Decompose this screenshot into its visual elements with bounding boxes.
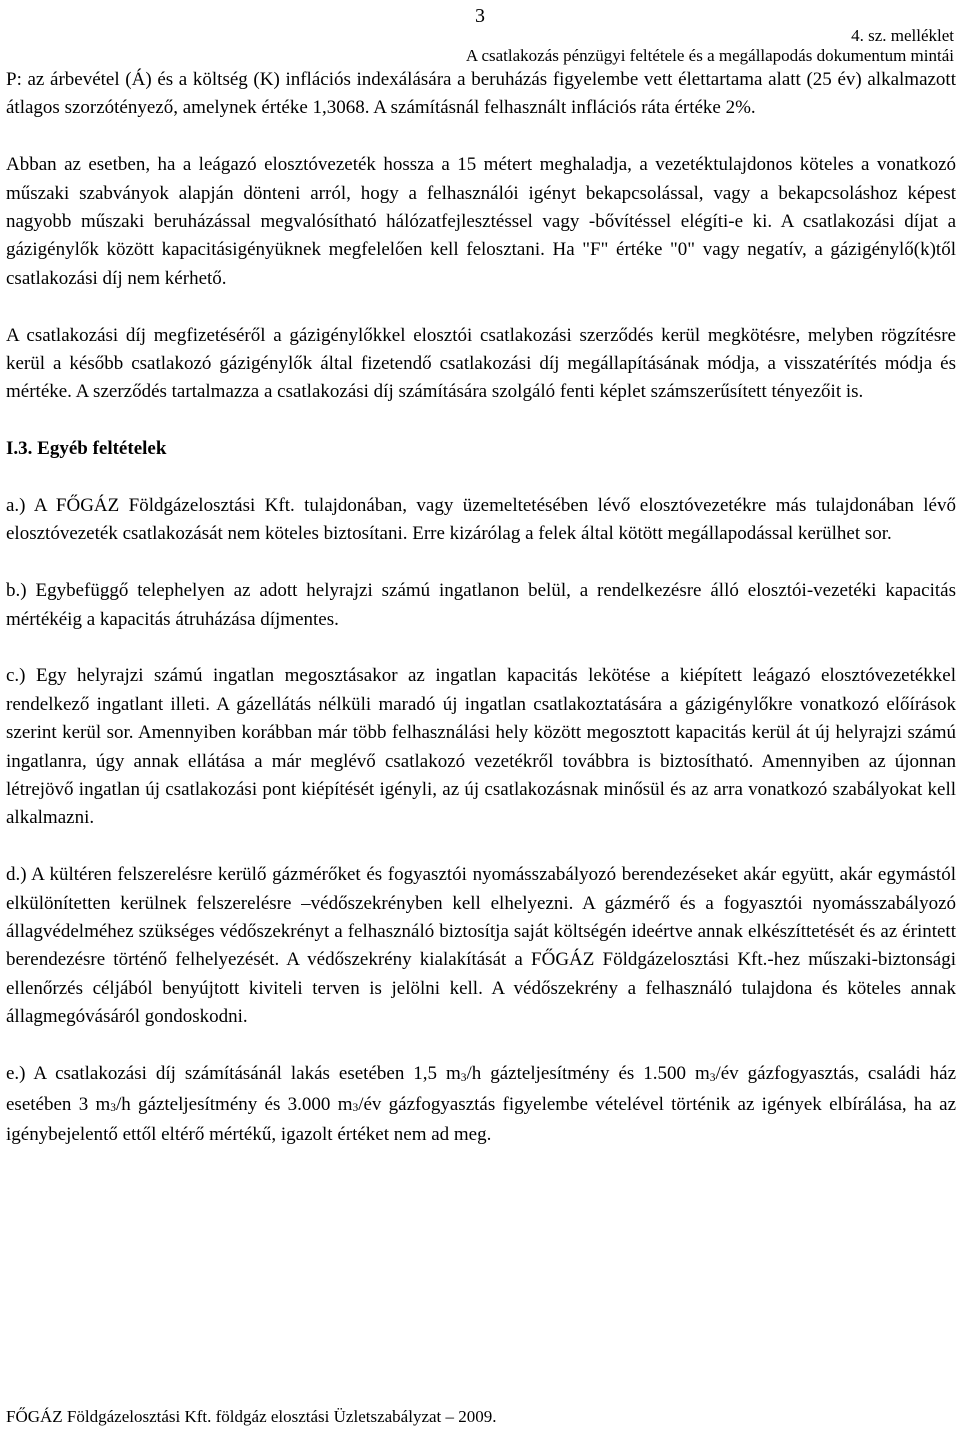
paragraph-branch-length: Abban az esetben, ha a leágazó elosztóvezeték hossza a 15 métert meghaladja, a vezetéktulajdonos köteles a vonatkozó műszaki szabványok alapján dönteni arról, hogy a felhasználói igényt bekapcsolással, vagy a bekapcsoláshoz képest nagyobb műszaki beruházással megvalósítható hálózatfejlesztéssel vagy -bővítéssel elégíti-e ki. A csatlakozási díjat a gázigénylők között kapacitásigényüknek megfelelően kell felosztani. Ha "F" értéke "0" vagy negatív, a gázigénylő(k)től csatlakozási díj nem kérhető.	[6, 154, 956, 289]
item-e-text-2: /h gázteljesítmény és 1.500 m	[466, 1063, 710, 1085]
paragraph-item-b: b.) Egybefüggő telephelyen az adott helyrajzi számú ingatlanon belül, a rendelkezésre álló elosztói-vezetéki kapacitás mértékéig a kapacitás átruházása díjmentes.	[6, 580, 956, 630]
item-e-text-3: /év gázfogyasztás, családi ház esetében 3 m	[6, 1063, 957, 1115]
paragraph-fee-contract: A csatlakozási díj megfizetéséről a gázigénylőkkel elosztói csatlakozási szerződés kerül megkötésre, melyben rögzítésre kerül a később csatlakozó gázigénylők által fizetendő csatlakozási díj megállapításának módja, a visszatérítés módja és mértéke. A szerződés tartalmazza a csatlakozási díj számítására szolgáló fenti képlet számszerűsített tényezőit is.	[6, 324, 956, 403]
unit-cubic-3: 3	[110, 1102, 116, 1115]
paragraph-item-e	[6, 1060, 956, 1149]
paragraph-item-c: c.) Egy helyrajzi számú ingatlan megosztásakor az ingatlan kapacitás lekötése a kiépített leágazó elosztóvezetékkel rendelkező ingatlant illeti. A gázellátás nélküli maradó új ingatlan csatlakoztatására a gázigénylőkre vonatkozó előírások szerint kerül sor. Amennyiben korábban már több felhasználási hely között megosztott kapacitás kerül át új helyrajzi számú ingatlanra, úgy annak ellátása a már meglévő csatlakozó vezetékről továbbra is biztosítható. Amennyiben az újonnan létrejövő ingatlan új csatlakozási pont kiépítését igényli, az új csatlakozásnak minősül és az arra vonatkozó szabályokat kell alkalmazni.	[6, 665, 956, 829]
annex-label: 4. sz. melléklet	[851, 26, 954, 45]
unit-cubic-4: 3	[352, 1102, 359, 1115]
paragraph-inflation-factor: P: az árbevétel (Á) és a költség (K) inflációs indexálására a beruházás figyelembe vett élettartama alatt (25 év) alkalmazott átlagos szorzótényező, amelynek értéke 1,3068. A számításnál felhasznált inflációs ráta értéke 2%.	[6, 69, 956, 119]
paragraph-item-d: d.) A kültéren felszerelésre kerülő gázmérőket és fogyasztói nyomásszabályozó berendezéseket akár együtt, akár egymástól elkülönítetten kerülnek felszerelésre –védőszekrényben kell elhelyezni. A gázmérő és a fogyasztói nyomásszabályozó állagvédelméhez szükséges védőszekrényt a felhasználó biztosítja saját költségén ideértve annak elkészíttetését és az érintett berendezésre történő felhelyezését. A védőszekrény kialakítását a FŐGÁZ Földgázelosztási Kft.-hez műszaki-biztonsági ellenőrzés céljából benyújtott kiviteli terven is jelölni kell. A védőszekrény a felhasználó tulajdona és köteles annak állagmegóvásáról gondoskodni.	[6, 864, 956, 1028]
paragraph-item-a: a.) A FŐGÁZ Földgázelosztási Kft. tulajdonában, vagy üzemeltetésében lévő elosztóvezetékre más tulajdonában lévő elosztóvezeték csatlakozását nem köteles biztosítani. Erre kizárólag a felek által kötött megállapodással kerülhet sor.	[6, 495, 956, 545]
item-e-text-5: /év gázfogyasztás figyelembe vételével történik az igények elbírálása, ha az igénybejelentő ettől eltérő mértékű, igazolt értéket nem ad meg.	[6, 1093, 956, 1145]
section-heading: I.3. Egyéb feltételek	[6, 438, 167, 460]
unit-cubic-1: 3	[460, 1071, 467, 1084]
annex-subtitle: A csatlakozás pénzügyi feltétele és a megállapodás dokumentum mintái	[465, 46, 954, 65]
item-e-text-4: /h gázteljesítmény és 3.000 m	[115, 1093, 353, 1115]
document-body	[6, 66, 956, 1149]
unit-cubic-2: 3	[709, 1071, 716, 1084]
item-e-text-1: e.) A csatlakozási díj számításánál lakás esetében 1,5 m	[6, 1063, 461, 1085]
footer-text: FŐGÁZ Földgázelosztási Kft. földgáz elosztási Üzletszabályzat – 2009.	[6, 1407, 497, 1426]
page-number: 3	[475, 5, 485, 27]
